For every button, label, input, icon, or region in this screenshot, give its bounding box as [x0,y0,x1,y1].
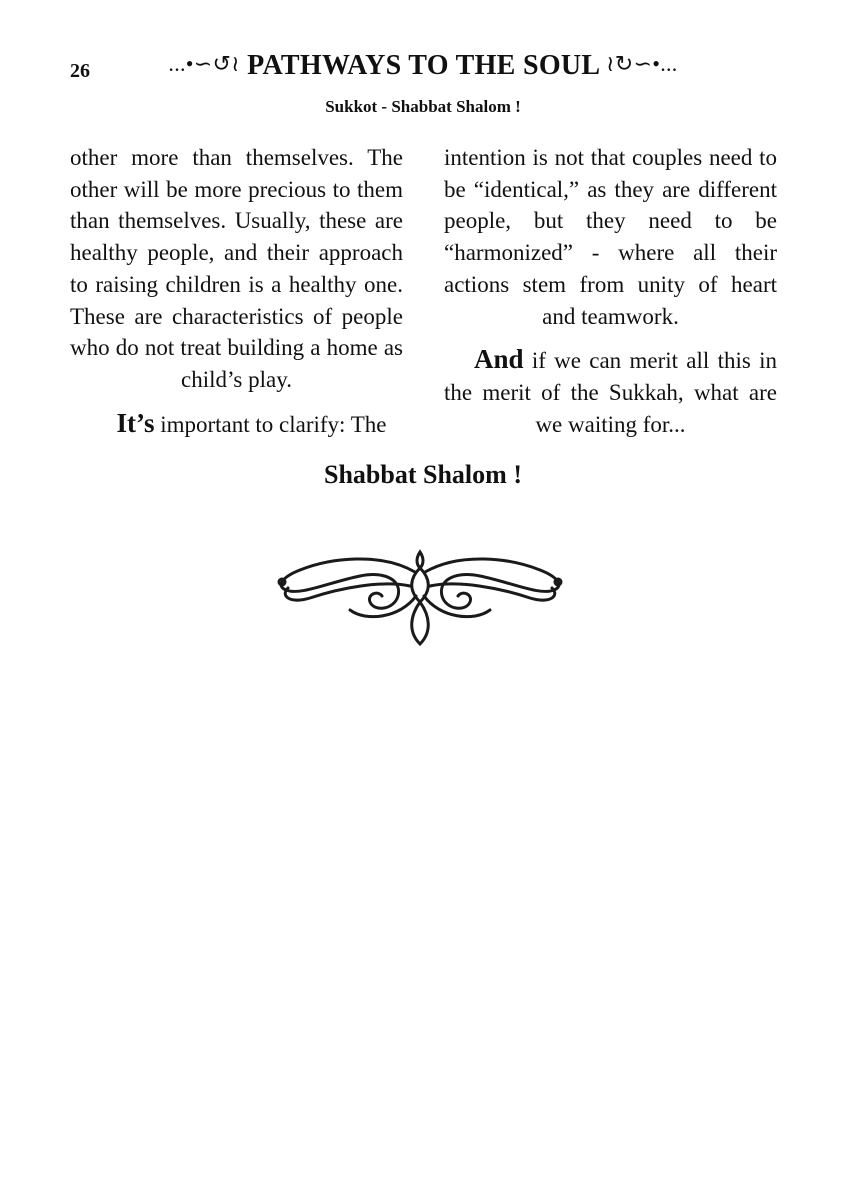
left-paragraph-2-lead: It’s [116,407,155,438]
left-column [70,142,403,440]
right-paragraph-2-text: if we can merit all this in the merit of the Sukkah, what are we waiting for... [444,348,777,437]
page-number: 26 [70,60,90,82]
right-paragraph-2-lead: And [474,344,524,375]
right-paragraph-2 [444,344,777,440]
right-column [444,142,777,440]
left-paragraph-1: other more than themselves. The other will be more precious to them than themselves. Usually, these are healthy people, and their approach to raising children is a healthy one. These are characteristics of people who do not treat building a home as child’s play. [70,145,403,392]
flourish-ornament-icon [270,546,570,652]
closing-greeting: Shabbat Shalom ! [324,460,522,489]
running-header [0,50,846,82]
header-ornament-left-icon: ...•∽↺≀ [168,51,240,76]
header-ornament-right-icon: ≀↻∽•... [606,51,678,76]
right-paragraph-1: intention is not that couples need to be “identical,” as they are different people, but they need to be “harmonized” - where all their actions stem from unity of heart and teamwork. [444,145,777,329]
page-subtitle: Sukkot - Shabbat Shalom ! [325,97,521,116]
header-title: PATHWAYS TO THE SOUL [247,50,599,81]
left-paragraph-2-text: important to clarify: The [154,411,387,437]
left-paragraph-2 [70,408,403,441]
